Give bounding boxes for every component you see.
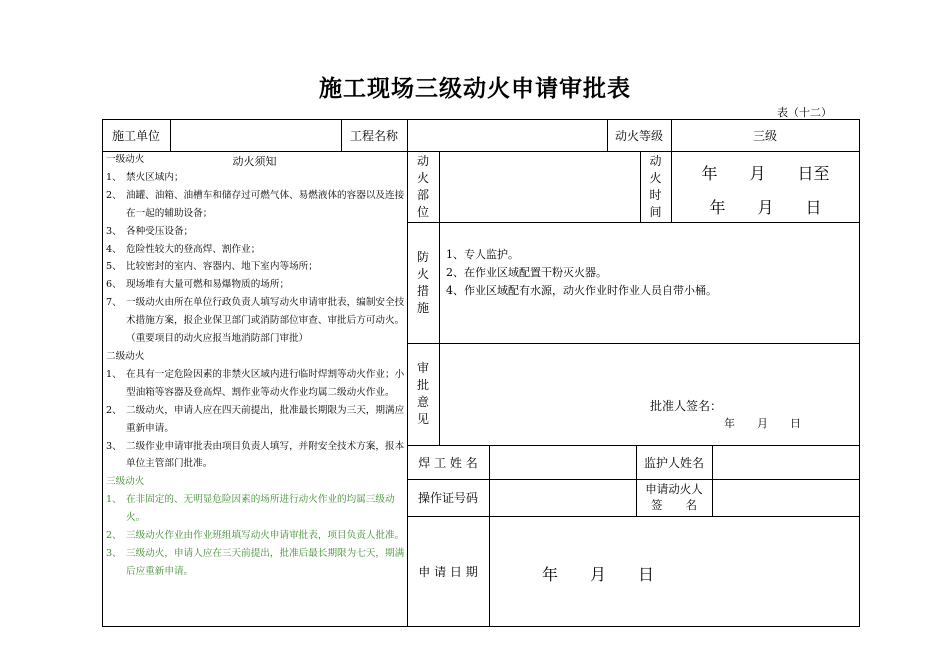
notice-item-number: 4、 bbox=[106, 243, 122, 255]
measures-label bbox=[407, 222, 439, 343]
fire-level-value: 三级 bbox=[752, 128, 777, 143]
notice-item-text: 在非固定的、无明显危险因素的场所进行动火作业的均属三级动火。 bbox=[126, 494, 395, 524]
notice-item bbox=[106, 294, 406, 348]
notice-item bbox=[106, 258, 406, 276]
notice-item bbox=[106, 187, 406, 223]
notice-item-text: 三级动火作业由作业班组填写动火申请审批表，项目负责人批准。 bbox=[126, 530, 405, 542]
operation-cert-field[interactable] bbox=[490, 480, 635, 515]
measures-row-divider bbox=[407, 343, 860, 344]
applicant-signature-label bbox=[636, 481, 712, 513]
operation-cert-label: 操作证号码 bbox=[417, 491, 478, 505]
notice-heading: 动火须知 bbox=[232, 155, 277, 168]
notice-level-title: 三级动火 bbox=[106, 476, 145, 488]
form-number: 表（十二） bbox=[777, 106, 832, 119]
approver-date: 年 月 日 bbox=[724, 417, 801, 430]
fire-time-label bbox=[640, 151, 671, 222]
fire-location-field[interactable] bbox=[440, 152, 639, 221]
notice-level-title: 二级动火 bbox=[106, 350, 145, 362]
notice-item-text: 一级动火由所在单位行政负责人填写动火申请审批表，编制安全技术措施方案，报企业保卫部门或消防部位审查、审批后方可动火。（重要项目的动火应报当地消防部门审批） bbox=[126, 297, 405, 345]
apply-date-label: 申 请 日 期 bbox=[418, 564, 478, 579]
notice-item-text: 油罐、油箱、油槽车和储存过可燃气体、易燃液体的容器以及连接在一起的辅助设备； bbox=[126, 189, 405, 219]
fire-time-line-2[interactable]: 年 月 日 bbox=[709, 198, 822, 217]
approver-signature-label: 批准人签名： bbox=[650, 399, 723, 413]
applicant-label-line-1: 申请动火人 bbox=[645, 482, 703, 496]
notice-item-text: 二级作业申请审批表由项目负责人填写，并附安全技术方案，报本单位主管部门批准。 bbox=[126, 440, 405, 470]
notice-item-number: 3、 bbox=[106, 440, 122, 452]
notice-item bbox=[106, 491, 406, 527]
construction-unit-label: 施工单位 bbox=[111, 128, 160, 143]
notice-item-number: 7、 bbox=[106, 297, 122, 309]
notice-item-text: 禁火区域内； bbox=[126, 171, 184, 183]
notice-item bbox=[106, 438, 406, 474]
fire-time-label-text: 动 火 时 间 bbox=[649, 153, 662, 219]
applicant-label-line-2: 签 名 bbox=[651, 498, 697, 512]
measures-label-text: 防 火 措 施 bbox=[416, 249, 429, 315]
construction-unit-field[interactable] bbox=[171, 120, 340, 150]
measure-item: 4、作业区域配有水源，动火作业时作业人员自带小桶。 bbox=[446, 284, 717, 297]
project-name-label: 工程名称 bbox=[349, 128, 398, 143]
table-border-right bbox=[859, 119, 860, 627]
notice-item-number: 1、 bbox=[106, 494, 122, 506]
table-border-left bbox=[102, 119, 103, 627]
measure-item: 2、在作业区域配置干粉灭火器。 bbox=[446, 266, 607, 279]
notice-item bbox=[106, 241, 406, 259]
apply-date-value[interactable]: 年 月 日 bbox=[542, 565, 655, 584]
notice-item-text: 三级动火，申请人应在三天前提出，批准后最长期限为七天，期满后应重新申请。 bbox=[126, 547, 405, 577]
notice-item bbox=[106, 223, 406, 241]
notice-item-number: 5、 bbox=[106, 261, 122, 273]
page-title: 施工现场三级动火申请审批表 bbox=[319, 76, 631, 102]
notice-level-title: 一级动火 bbox=[106, 154, 145, 165]
notice-item bbox=[106, 402, 406, 438]
notice-item bbox=[106, 169, 406, 187]
notice-item-number: 2、 bbox=[106, 404, 122, 416]
notice-item-number: 2、 bbox=[106, 189, 122, 201]
location-row-divider bbox=[407, 222, 860, 223]
fire-location-label-text: 动 火 部 位 bbox=[416, 153, 429, 219]
fire-time-line-1[interactable]: 年 月 日至 bbox=[701, 164, 830, 183]
guardian-name-field[interactable] bbox=[713, 446, 859, 478]
welder-name-field[interactable] bbox=[490, 446, 635, 478]
notice-item-text: 比较密封的室内、容器内、地下室内等场所； bbox=[126, 261, 318, 273]
fire-level-label: 动火等级 bbox=[614, 128, 663, 143]
notice-item-number: 3、 bbox=[106, 547, 122, 559]
notice-item bbox=[106, 527, 406, 545]
notice-item-text: 危险性较大的登高焊、割作业； bbox=[126, 243, 261, 255]
approval-form-table bbox=[102, 119, 860, 627]
applicant-signature-field[interactable] bbox=[713, 480, 859, 515]
notice-item-number: 2、 bbox=[106, 530, 122, 542]
notice-item-number: 1、 bbox=[106, 368, 122, 380]
measure-item: 1、专人监护。 bbox=[446, 248, 519, 261]
guardian-name-label: 监护人姓名 bbox=[643, 455, 704, 470]
table-border-bottom bbox=[102, 626, 860, 627]
fire-notice-list bbox=[106, 151, 406, 581]
notice-item-number: 3、 bbox=[106, 225, 122, 237]
notice-item-text: 在具有一定危险因素的非禁火区域内进行临时焊割等动火作业；小型油箱等容器及登高焊、割作业等动火作业均属二级动火作业。 bbox=[126, 368, 405, 398]
review-label bbox=[407, 343, 439, 445]
fire-location-label bbox=[407, 151, 439, 222]
notice-item-text: 现场堆有大量可燃和易爆物质的场所； bbox=[126, 279, 290, 291]
notice-item-number: 6、 bbox=[106, 279, 122, 291]
review-label-text: 审 批 意 见 bbox=[416, 361, 429, 426]
project-name-field[interactable] bbox=[408, 120, 606, 150]
notice-item bbox=[106, 276, 406, 294]
notice-item-number: 1、 bbox=[106, 171, 122, 183]
notice-item bbox=[106, 545, 406, 581]
notice-item-text: 二级动火，申请人应在四天前提出，批准最长期限为三天，期满应重新申请。 bbox=[126, 404, 405, 434]
measures-list bbox=[446, 246, 717, 300]
notice-item-text: 各种受压设备； bbox=[126, 225, 194, 237]
notice-item bbox=[106, 366, 406, 402]
welder-name-label: 焊 工 姓 名 bbox=[418, 455, 478, 470]
